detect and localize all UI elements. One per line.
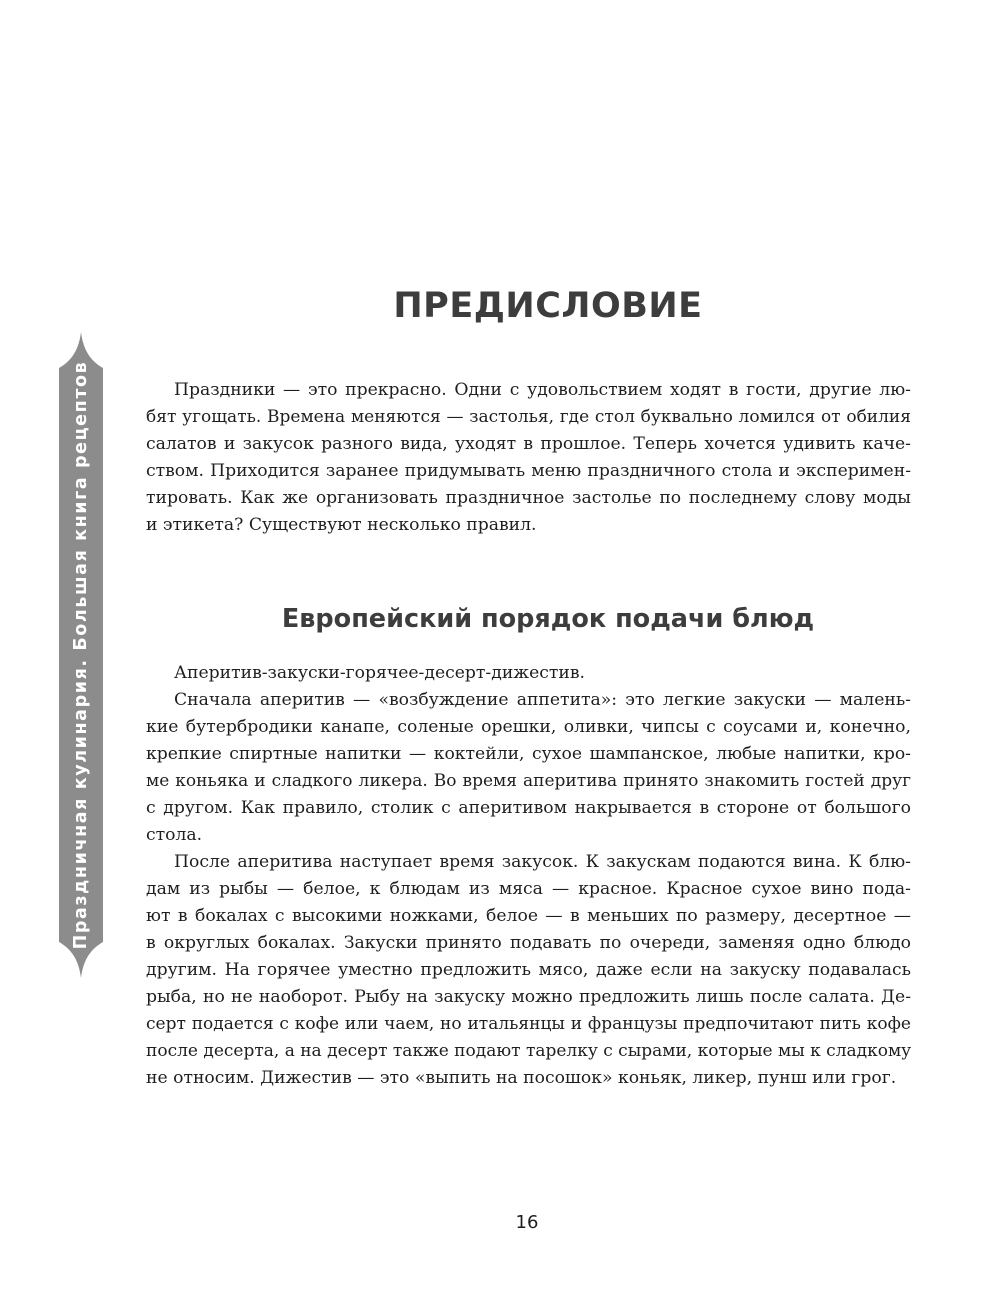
text-line: кие бутербродики канапе, соленые орешки, оливки, чипсы с соусами и, конечно, xyxy=(146,717,911,737)
body-text xyxy=(146,660,911,1092)
text-line: не относим. Дижестив — это «выпить на посошок» коньяк, ликер, пунш или грог. xyxy=(146,1068,897,1088)
text-line: Аперитив-закуски-горячее-десерт-дижестив. xyxy=(174,663,585,683)
text-line: стола. xyxy=(146,825,203,845)
text-line: с другом. Как правило, столик с аперитивом накрывается в стороне от большого xyxy=(146,798,911,818)
section-heading: Европейский порядок подачи блюд xyxy=(281,604,815,634)
page-title: ПРЕДИСЛОВИЕ xyxy=(393,286,703,326)
text-line: После аперитива наступает время закусок. К закускам подаются вина. К блю- xyxy=(174,852,911,872)
text-line: другим. На горячее уместно предложить мясо, даже если на закуску подавалась xyxy=(146,960,911,980)
text-line: салатов и закусок разного вида, уходят в прошлое. Теперь хочется удивить каче- xyxy=(146,434,911,454)
text-line: крепкие спиртные напитки — коктейли, сухое шампанское, любые напитки, кро- xyxy=(146,744,911,764)
text-line: бят угощать. Времена меняются — застолья, где стол буквально ломился от обилия xyxy=(146,407,911,427)
text-line: рыба, но не наоборот. Рыбу на закуску можно предложить лишь после салата. Де- xyxy=(146,987,911,1007)
text-line: Сначала аперитив — «возбуждение аппетита»: это легкие закуски — малень- xyxy=(174,690,911,710)
text-line: серт подается с кофе или чаем, но итальянцы и французы предпочитают пить кофе xyxy=(146,1014,911,1034)
text-line: дам из рыбы — белое, к блюдам из мяса — красное. Красное сухое вино пода- xyxy=(146,879,911,899)
text-line: в округлых бокалах. Закуски принято подавать по очереди, заменяя одно блюдо xyxy=(146,933,911,953)
text-line: Праздники — это прекрасно. Одни с удовольствием ходят в гости, другие лю- xyxy=(174,380,911,400)
text-line: ют в бокалах с высокими ножками, белое — в меньших по размеру, десертное — xyxy=(146,906,911,926)
page-number: 16 xyxy=(515,1212,539,1233)
side-tab-text: Праздничная кулинария. Большая книга рецептов xyxy=(71,360,91,950)
side-tab xyxy=(59,332,103,978)
text-line: ством. Приходится заранее придумывать меню праздничного стола и эксперимен- xyxy=(146,461,911,481)
text-line: после десерта, а на десерт также подают тарелку с сырами, которые мы к сладкому xyxy=(146,1041,911,1061)
text-line: и этикета? Существуют несколько правил. xyxy=(146,515,537,535)
text-line: ме коньяка и сладкого ликера. Во время аперитива принято знакомить гостей друг xyxy=(146,771,911,791)
text-line: тировать. Как же организовать праздничное застолье по последнему слову моды xyxy=(146,488,911,508)
intro-paragraph xyxy=(146,377,911,539)
